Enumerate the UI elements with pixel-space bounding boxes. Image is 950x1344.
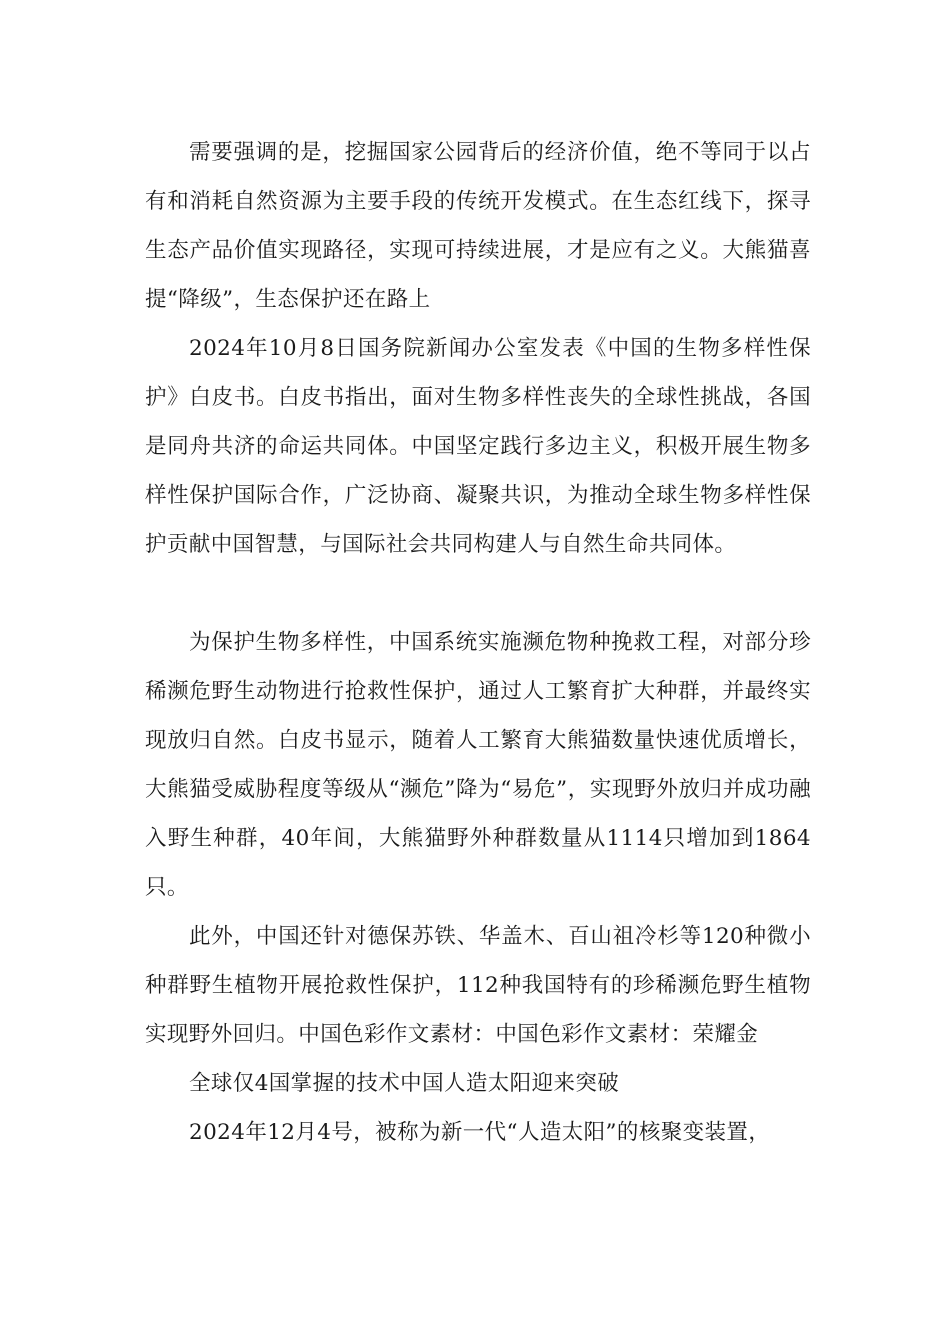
paragraph-panda-protection: 为保护生物多样性，中国系统实施濒危物种挽救工程，对部分珍稀濒危野生动物进行抢救性保护，通过人工繁育扩大种群，并最终实现放归自然。白皮书显示，随着人工繁育大熊猫数量快速优质增长，大熊猫受威胁程度等级从“濒危”降为“易危”，实现野外放归并成功融入野生种群，40年间，大熊猫野外种群数量从1114只增加到1864只。 xyxy=(145,630,811,900)
paragraph-economic-value: 需要强调的是，挖掘国家公园背后的经济价值，绝不等同于以占有和消耗自然资源为主要手段的传统开发模式。在生态红线下，探寻生态产品价值实现路径，实现可持续进展，才是应有之义。大熊猫喜提“降级”，生态保护还在路上 xyxy=(145,140,811,312)
paragraph-artificial-sun-heading: 全球仅4国掌握的技术中国人造太阳迎来突破 xyxy=(189,1071,620,1096)
blank-line xyxy=(145,569,811,618)
paragraph-fusion-device: 2024年12月4号，被称为新一代“人造太阳”的核聚变装置， xyxy=(189,1120,771,1145)
paragraph-white-paper: 2024年10月8日国务院新闻办公室发表《中国的生物多样性保护》白皮书。白皮书指出，面对生物多样性丧失的全球性挑战，各国是同舟共济的命运共同体。中国坚定践行多边主义，积极开展生物多样性保护国际合作，广泛协商、凝聚共识，为推动全球生物多样性保护贡献中国智慧，与国际社会共同构建人与自然生命共同体。 xyxy=(145,336,811,557)
paragraph-plant-protection: 此外，中国还针对德保苏铁、华盖木、百山祖冷杉等120种微小种群野生植物开展抢救性保护，112种我国特有的珍稀濒危野生植物实现野外回归。中国色彩作文素材：中国色彩作文素材：荣耀金 xyxy=(145,924,811,1047)
document-body xyxy=(145,128,811,1157)
